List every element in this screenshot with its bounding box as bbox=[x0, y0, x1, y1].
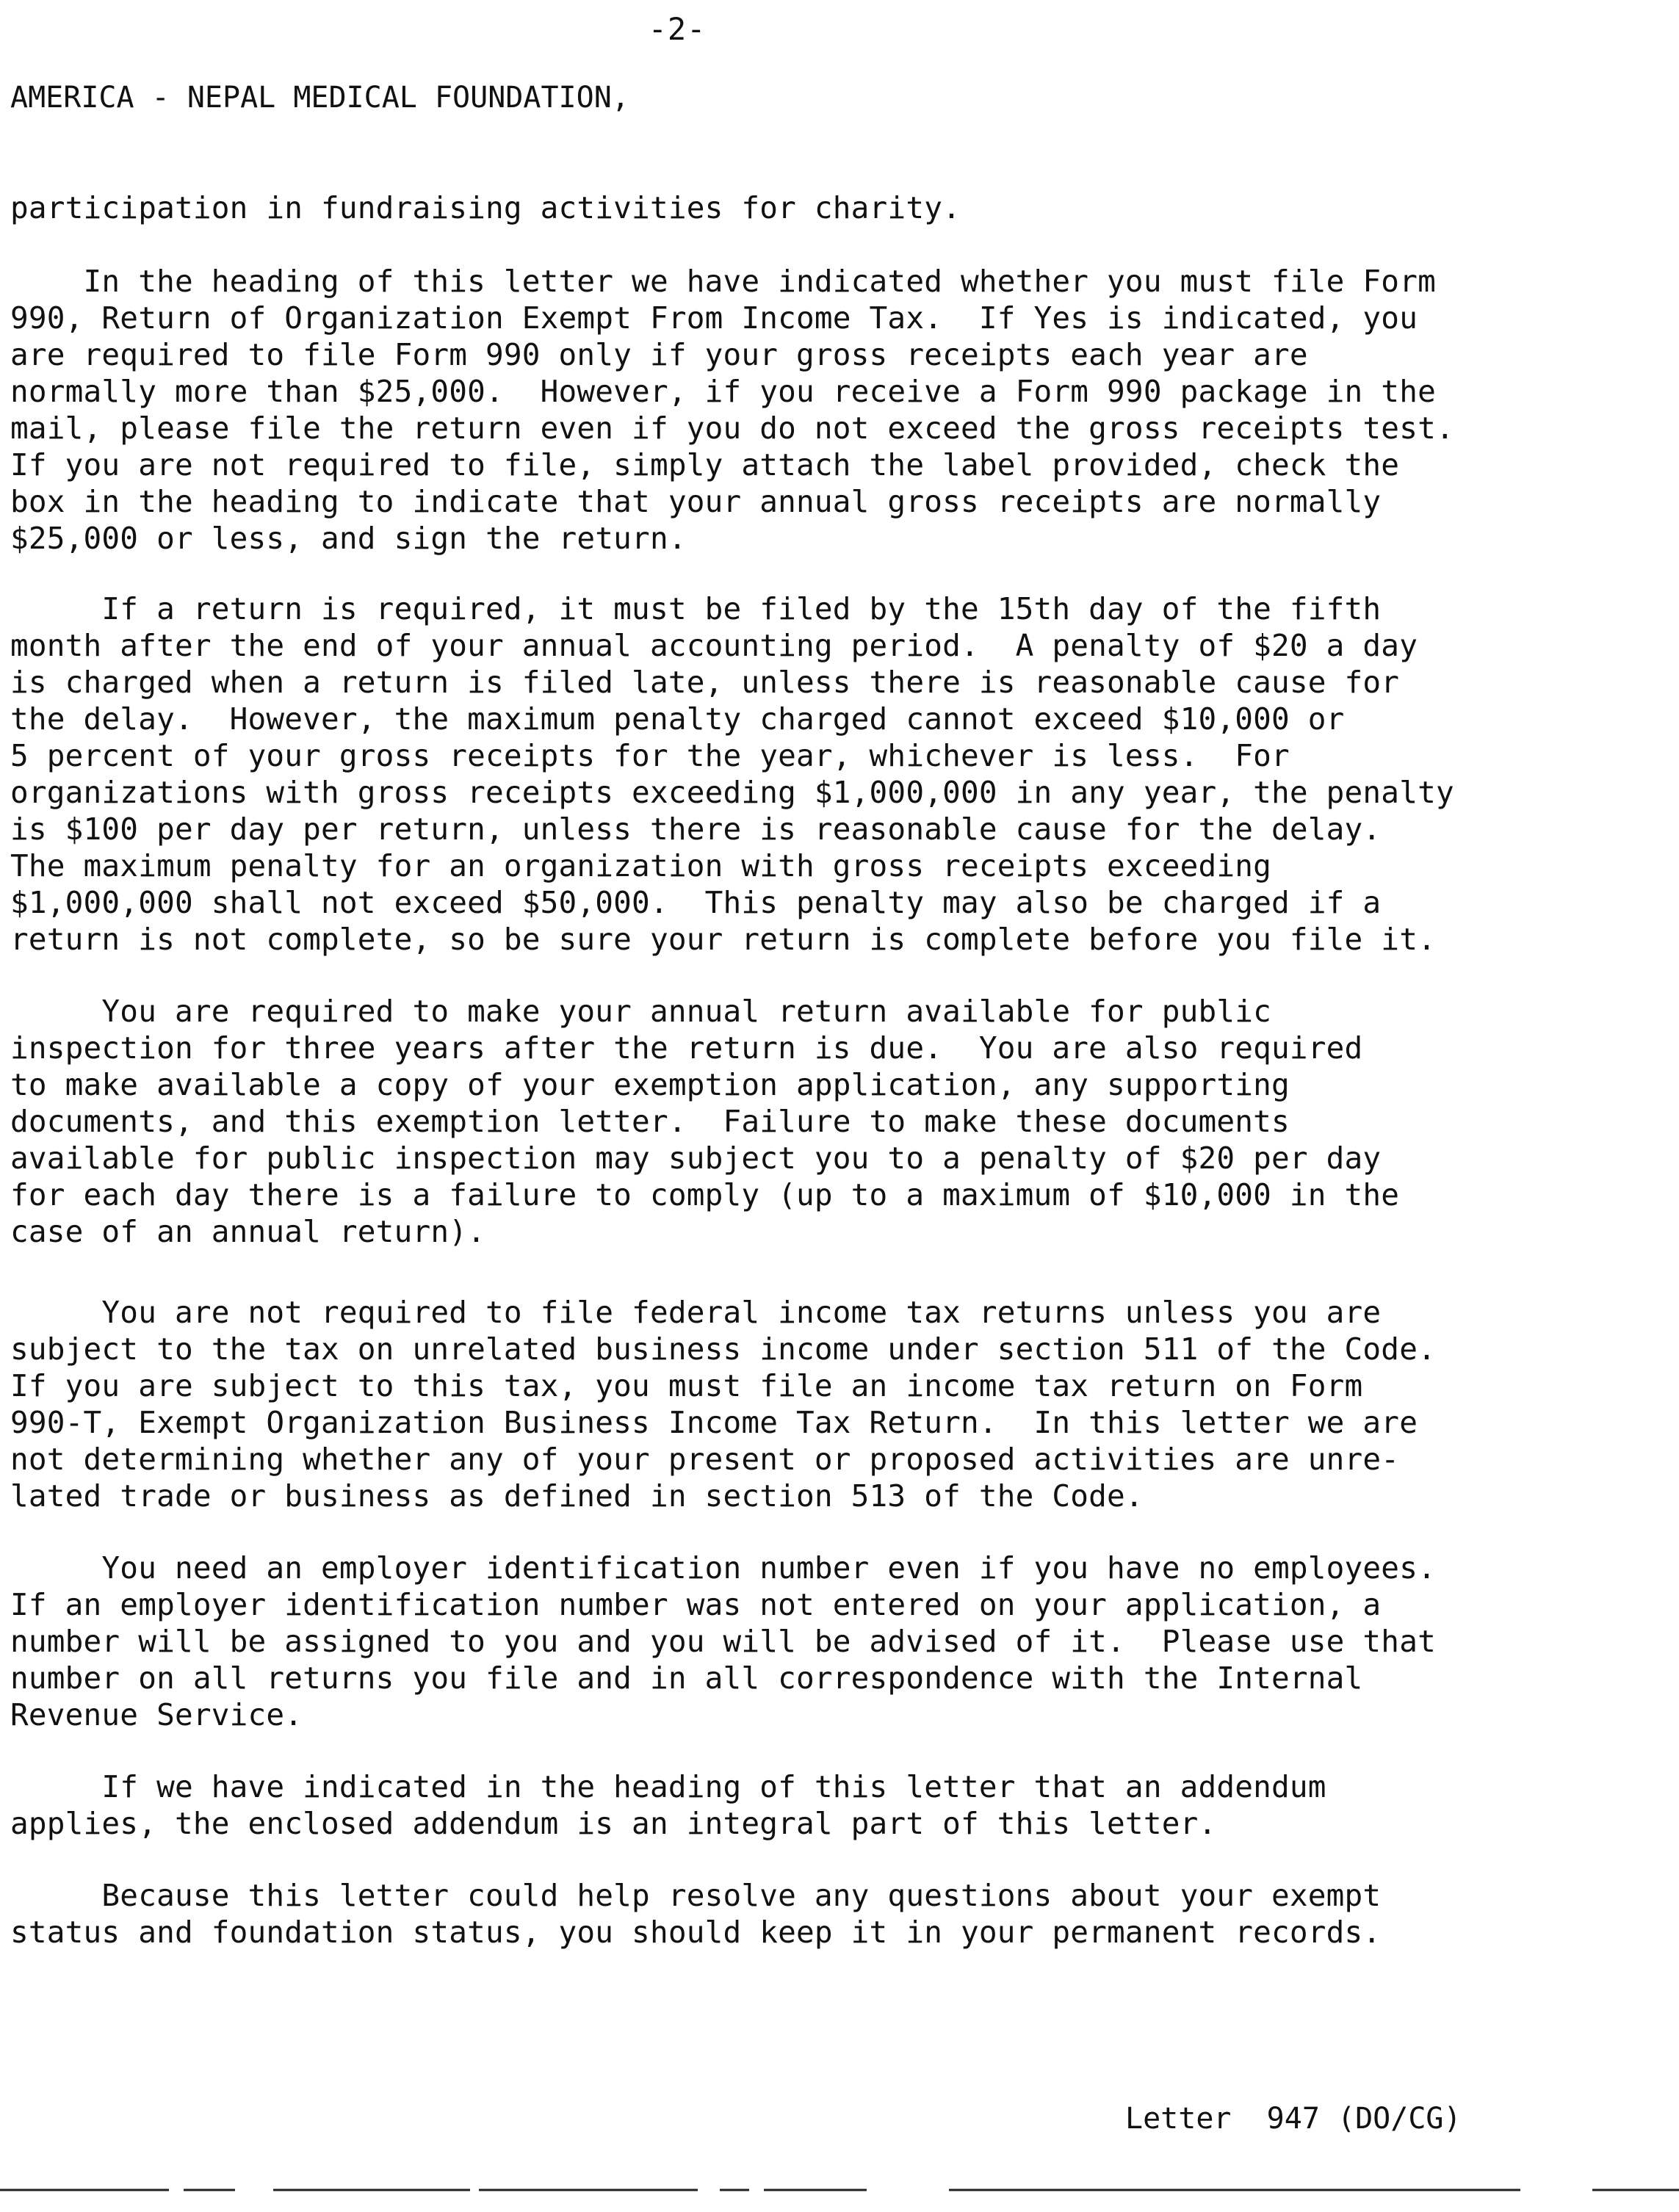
text-line: the delay. However, the maximum penalty charged cannot exceed $10,000 or bbox=[10, 701, 1345, 737]
paragraph-3 bbox=[10, 590, 1553, 958]
text-line: is charged when a return is filed late, unless there is reasonable cause for bbox=[10, 665, 1400, 700]
text-line: subject to the tax on unrelated business income under section 511 of the Code. bbox=[10, 1331, 1436, 1367]
text-line: documents, and this exemption letter. Failure to make these documents bbox=[10, 1104, 1290, 1139]
paragraph-7 bbox=[10, 1768, 1553, 1842]
text-line: Because this letter could help resolve any questions about your exempt bbox=[10, 1878, 1382, 1913]
text-line: If you are subject to this tax, you must file an income tax return on Form bbox=[10, 1368, 1363, 1403]
text-line: month after the end of your annual accounting period. A penalty of $20 a day bbox=[10, 628, 1418, 663]
text-line: You are not required to file federal income tax returns unless you are bbox=[10, 1295, 1382, 1330]
text-line: If an employer identification number was not entered on your application, a bbox=[10, 1587, 1382, 1622]
text-line: Revenue Service. bbox=[10, 1697, 303, 1732]
text-line: are required to file Form 990 only if your gross receipts each year are bbox=[10, 337, 1308, 372]
text-line: not determining whether any of your present or proposed activities are unre- bbox=[10, 1442, 1400, 1477]
text-line: case of an annual return). bbox=[10, 1214, 485, 1249]
letter-code: Letter 947 (DO/CG) bbox=[1125, 2102, 1462, 2136]
text-line: The maximum penalty for an organization with gross receipts exceeding bbox=[10, 848, 1272, 883]
text-line: status and foundation status, you should keep it in your permanent records. bbox=[10, 1915, 1382, 1950]
paragraph-6 bbox=[10, 1550, 1553, 1733]
paragraph-4 bbox=[10, 993, 1553, 1250]
text-line: number on all returns you file and in all correspondence with the Internal bbox=[10, 1660, 1363, 1696]
paragraph-5 bbox=[10, 1294, 1553, 1514]
text-line: If we have indicated in the heading of this letter that an addendum bbox=[10, 1769, 1326, 1804]
paragraph-8 bbox=[10, 1877, 1553, 1951]
text-line: number will be assigned to you and you will be advised of it. Please use that bbox=[10, 1624, 1436, 1659]
text-line: available for public inspection may subject you to a penalty of $20 per day bbox=[10, 1141, 1382, 1176]
text-line: applies, the enclosed addendum is an integral part of this letter. bbox=[10, 1806, 1217, 1841]
page-number: -2- bbox=[648, 11, 707, 47]
footer-rule bbox=[0, 2183, 1679, 2197]
text-line: $1,000,000 shall not exceed $50,000. This penalty may also be charged if a bbox=[10, 885, 1382, 920]
text-line: 990, Return of Organization Exempt From Income Tax. If Yes is indicated, you bbox=[10, 300, 1418, 336]
text-line: lated trade or business as defined in section 513 of the Code. bbox=[10, 1478, 1144, 1514]
text-line: box in the heading to indicate that your annual gross receipts are normally bbox=[10, 484, 1382, 519]
text-line: participation in fundraising activities for charity. bbox=[10, 190, 961, 225]
text-line: You are required to make your annual return available for public bbox=[10, 994, 1272, 1029]
text-line: $25,000 or less, and sign the return. bbox=[10, 521, 687, 556]
text-line: You need an employer identification number even if you have no employees. bbox=[10, 1550, 1436, 1586]
text-line: is $100 per day per return, unless there is reasonable cause for the delay. bbox=[10, 812, 1382, 847]
text-line: to make available a copy of your exemption application, any supporting bbox=[10, 1067, 1290, 1102]
paragraph-2 bbox=[10, 263, 1553, 557]
text-line: normally more than $25,000. However, if you receive a Form 990 package in the bbox=[10, 374, 1436, 409]
text-line: If a return is required, it must be filed by the 15th day of the fifth bbox=[10, 591, 1382, 626]
text-line: 990-T, Exempt Organization Business Income Tax Return. In this letter we are bbox=[10, 1405, 1418, 1440]
organization-header: AMERICA - NEPAL MEDICAL FOUNDATION, bbox=[10, 81, 629, 115]
paragraph-1 bbox=[10, 189, 1553, 226]
text-line: If you are not required to file, simply attach the label provided, check the bbox=[10, 447, 1400, 482]
text-line: organizations with gross receipts exceeding $1,000,000 in any year, the penalty bbox=[10, 775, 1454, 810]
text-line: mail, please file the return even if you do not exceed the gross receipts test. bbox=[10, 411, 1454, 446]
text-line: In the heading of this letter we have indicated whether you must file Form bbox=[10, 264, 1436, 299]
text-line: for each day there is a failure to comply (up to a maximum of $10,000 in the bbox=[10, 1177, 1400, 1212]
text-line: 5 percent of your gross receipts for the year, whichever is less. For bbox=[10, 738, 1290, 773]
text-line: return is not complete, so be sure your return is complete before you file it. bbox=[10, 922, 1436, 957]
text-line: inspection for three years after the return is due. You are also required bbox=[10, 1030, 1363, 1066]
